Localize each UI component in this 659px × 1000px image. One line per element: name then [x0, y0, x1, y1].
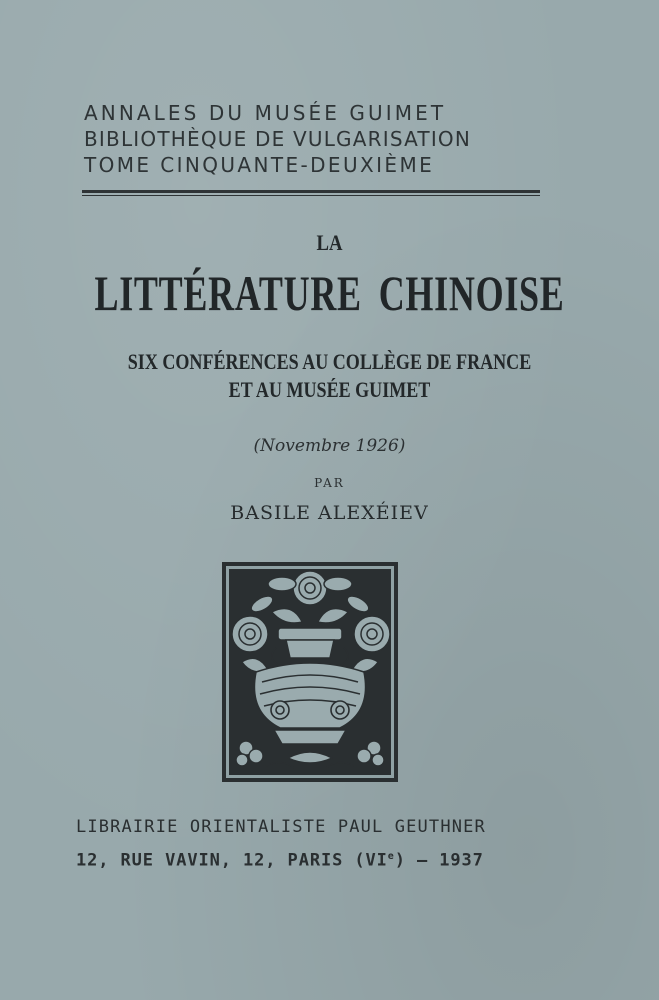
series-line-3: TOME CINQUANTE-DEUXIÈME [84, 153, 435, 177]
publisher-block [76, 812, 546, 876]
series-line-1: ANNALES DU MUSÉE GUIMET [84, 101, 447, 125]
publisher-name: LIBRAIRIE ORIENTALISTE PAUL GEUTHNER [76, 817, 486, 837]
publisher-address [76, 842, 546, 876]
subtitle-line-2: ET AU MUSÉE GUIMET [228, 377, 431, 402]
lecture-date: (Novembre 1926) [253, 436, 406, 456]
publisher-address-year: ) — 1937 [394, 850, 484, 871]
by-label: PAR [314, 476, 345, 490]
author-name: BASILE ALEXÉIEV [230, 502, 429, 524]
subtitle-line-1: SIX CONFÉRENCES AU COLLÈGE DE FRANCE [127, 349, 532, 374]
subtitle [59, 348, 599, 404]
title-article: LA [316, 230, 343, 255]
header-rule-thin [82, 195, 540, 196]
page-title: LITTÉRATURE CHINOISE [94, 265, 565, 321]
floral-vase-woodcut-icon [222, 562, 398, 782]
series-header [84, 100, 564, 178]
header-rule-thick [82, 190, 540, 193]
series-line-2: BIBLIOTHÈQUE DE VULGARISATION [84, 127, 472, 151]
publisher-address-main: 12, RUE VAVIN, 12, PARIS (VI [76, 850, 388, 871]
publisher-address-superscript: e [387, 851, 395, 862]
